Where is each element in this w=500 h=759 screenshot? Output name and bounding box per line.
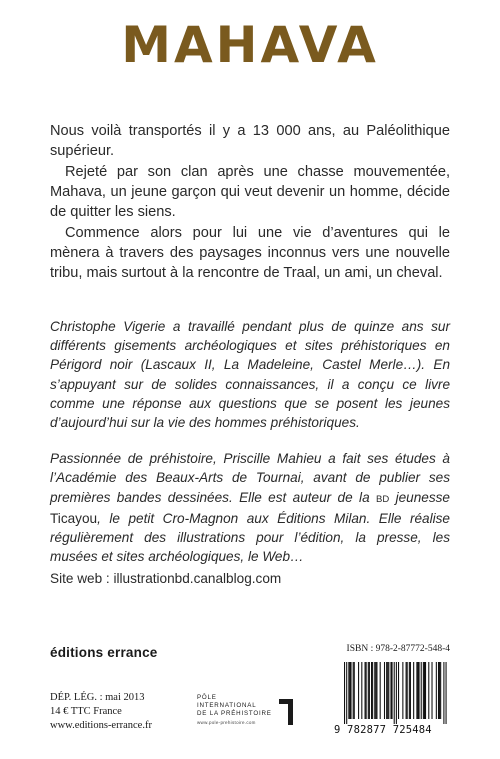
barcode-bar [410, 662, 411, 719]
publisher-url: www.editions-errance.fr [50, 720, 152, 731]
pole-prehistoire-logo [197, 694, 307, 736]
series-title: Ticayou [50, 510, 98, 526]
isbn: ISBN : 978-2-87772-548-4 [346, 644, 450, 654]
barcode-bar [366, 662, 367, 719]
barcode-bar [417, 662, 418, 719]
barcode-bar [371, 662, 372, 719]
barcode-bar [353, 662, 354, 719]
illustrator-bio-text: , le petit Cro-Magnon aux Éditions Milan. Elle réalise régulièrement des illustrations pour l’édition, la presse, les musées et sites archéologiques, le Web… [50, 510, 450, 565]
barcode-bar [423, 662, 424, 719]
illustrator-bio [50, 449, 450, 566]
biographies [50, 317, 450, 583]
barcode-bar [348, 662, 349, 719]
barcode-bar [396, 662, 397, 724]
barcode-bar [439, 662, 440, 719]
barcode-bar [346, 662, 347, 724]
barcode-bar [349, 662, 350, 719]
barcode-bar [390, 662, 391, 719]
barcode-bar [431, 662, 432, 719]
barcode-bar [392, 662, 393, 719]
barcode-bar [380, 662, 381, 719]
barcode [334, 658, 450, 738]
barcode-bar [425, 662, 426, 719]
barcode-bar [443, 662, 444, 724]
barcode-bar [368, 662, 369, 719]
legal-deposit: DÉP. LÉG. : mai 2013 [50, 692, 145, 703]
pole-line: DE LA PRÉHISTOIRE [197, 710, 272, 717]
barcode-bar [402, 662, 403, 719]
barcode-bar [416, 662, 417, 719]
barcode-bar [361, 662, 362, 719]
barcode-bar [374, 662, 375, 719]
publisher-name: éditions errance [50, 645, 158, 660]
pole-line: PÔLE [197, 694, 217, 701]
website-line: Site web : illustrationbd.canalblog.com [50, 571, 282, 586]
barcode-bar [365, 662, 366, 719]
barcode-bar [407, 662, 408, 719]
barcode-bar [372, 662, 373, 719]
author-bio: Christophe Vigerie a travaillé pendant plus de quinze ans sur différents gisements archéologiques et sites préhistoriques en Périgord noir (Lascaux II, La Madeleine, Castel Merle…). En s’appuyant sur de solides connaissances, il a conçu ce livre comme une réponse aux questions que se posent les jeunes d’aujourd’hui sur la vie des hommes préhistoriques. [50, 319, 450, 431]
price: 14 € TTC France [50, 706, 122, 717]
book-title: MAHAVA [121, 16, 379, 74]
synopsis-paragraph: Rejeté par son clan après une chasse mouvementée, Mahava, un jeune garçon qui veut devenir un homme, décide de quitter les siens. [50, 164, 450, 220]
barcode-bar [375, 662, 376, 719]
barcode-bar [440, 662, 441, 719]
barcode-bar [446, 662, 447, 724]
illustrator-bio-text: jeunesse [389, 489, 450, 505]
synopsis [50, 121, 450, 284]
barcode-bar [376, 662, 377, 719]
illustrator-bio-text: Passionnée de préhistoire, Priscille Mahieu a fait ses études à l’Académie des Beaux-Arts de Tournai, avant de publier ses premières bandes dessinées. Elle est auteur de la [50, 451, 450, 505]
barcode-bar [421, 662, 422, 719]
barcode-bar [436, 662, 437, 719]
barcode-bar [394, 662, 395, 724]
barcode-bar [413, 662, 414, 719]
barcode-bar [384, 662, 385, 719]
barcode-digits: 9 782877 725484 [334, 724, 432, 736]
barcode-bar [398, 662, 399, 719]
pole-line: INTERNATIONAL [197, 702, 257, 709]
barcode-bar [409, 662, 410, 719]
legal-info [50, 691, 152, 733]
barcode-bar [344, 662, 345, 724]
synopsis-paragraph: Nous voilà transportés il y a 13 000 ans, au Paléolithique supérieur. [50, 123, 450, 159]
corner-mark-icon [279, 699, 293, 725]
bd-abbreviation: BD [376, 493, 390, 505]
barcode-bar [358, 662, 359, 719]
barcode-bar [388, 662, 389, 719]
barcode-bar [438, 662, 439, 719]
barcode-bar [419, 662, 420, 719]
synopsis-paragraph: Commence alors pour lui une vie d’aventures qui le mènera à travers des paysages inconnus vers une nouvelle tribu, mais surtout à la rencontre de Traal, un ami, un cheval. [50, 225, 450, 281]
barcode-bar [428, 662, 429, 719]
barcode-bar [387, 662, 388, 719]
pole-url: www.pole-prehistoire.com [197, 720, 256, 725]
barcode-bar [350, 662, 351, 719]
barcode-bar [354, 662, 355, 719]
barcode-bars [334, 658, 450, 724]
barcode-bar [424, 662, 425, 719]
barcode-bar [369, 662, 370, 719]
barcode-bar [386, 662, 387, 719]
barcode-bar [406, 662, 407, 719]
